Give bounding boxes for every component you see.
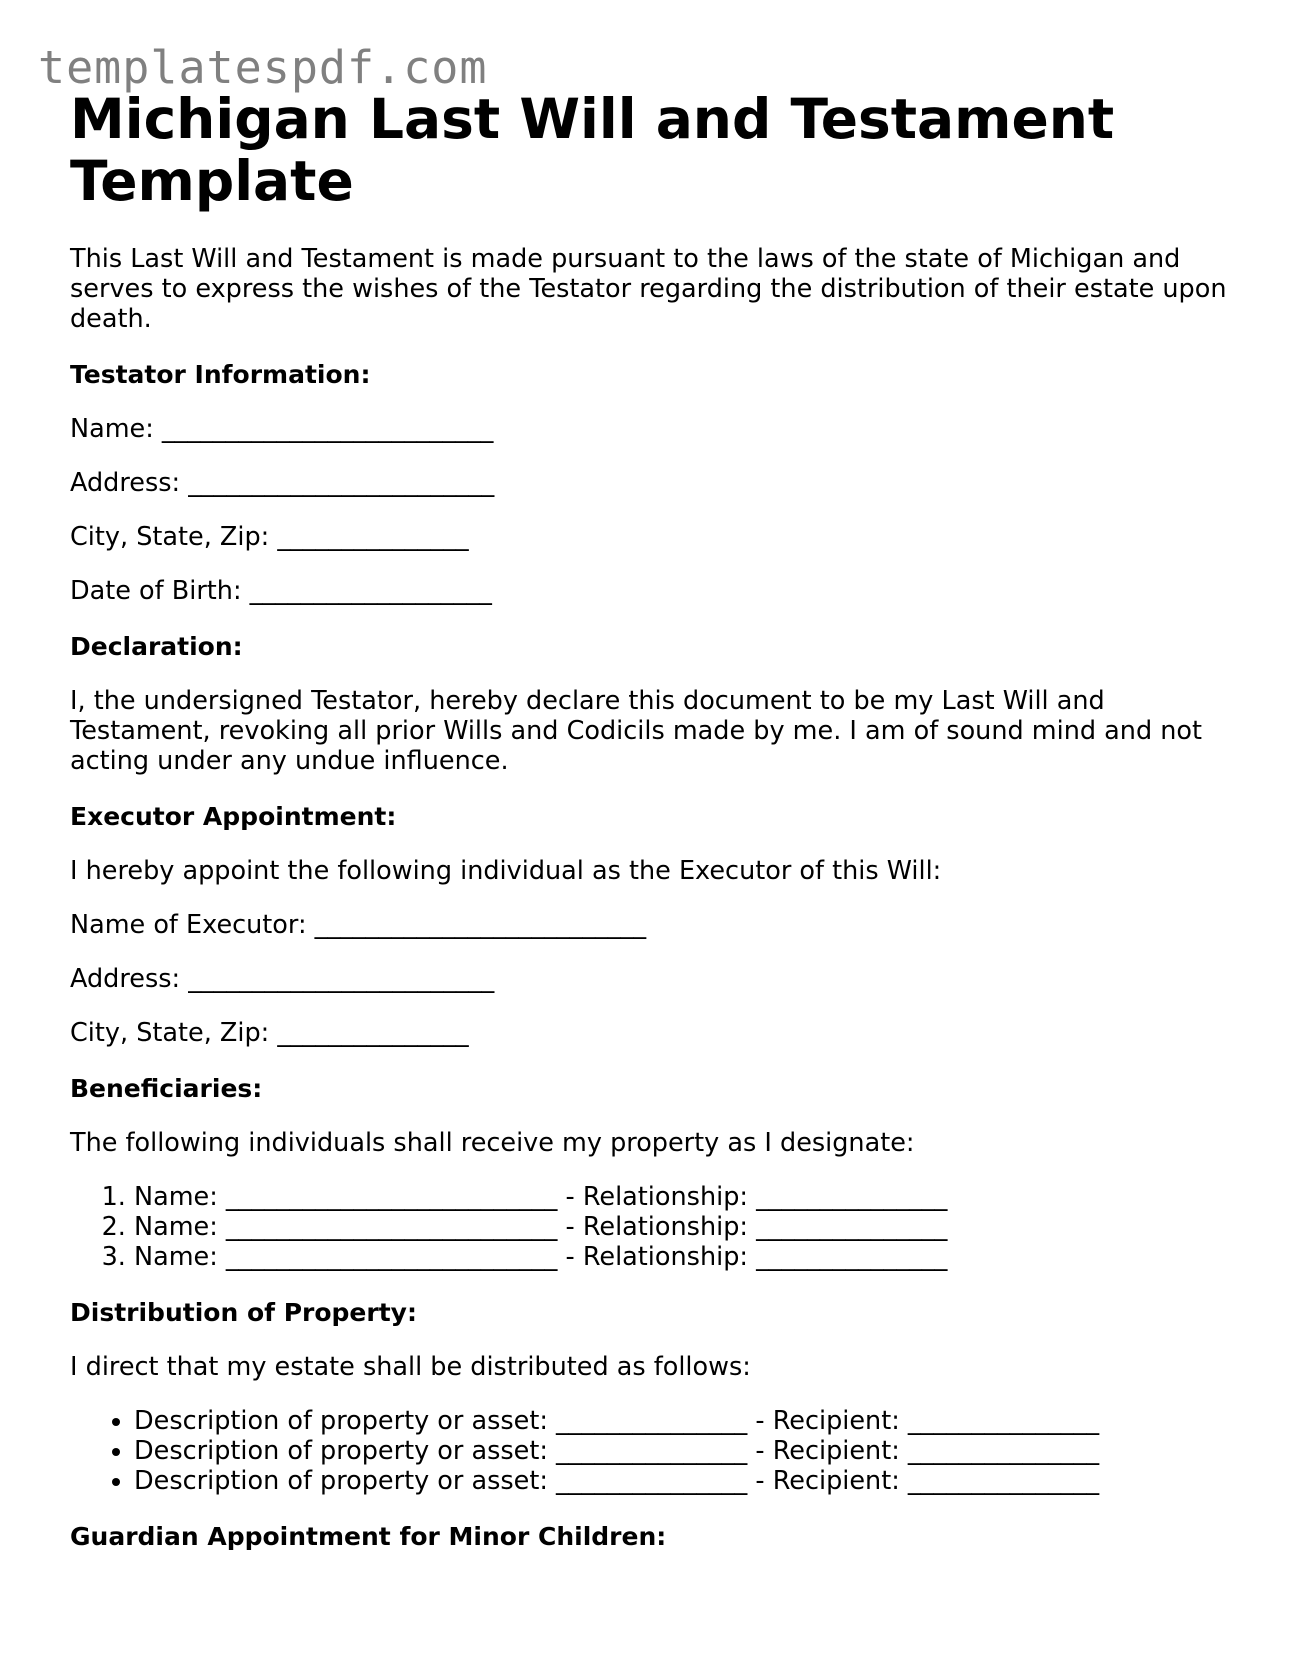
testator-city-state-zip-field[interactable]: City, State, Zip: _______________: [70, 522, 469, 552]
executor-text: I hereby appoint the following individual as the Executor of this Will:: [70, 856, 942, 886]
declaration-heading: Declaration:: [70, 632, 243, 661]
executor-heading: Executor Appointment:: [70, 802, 397, 831]
beneficiaries-heading: Beneficiaries:: [70, 1074, 263, 1103]
declaration-text: I, the undersigned Testator, hereby declare this document to be my Last Will and Testament, revoking all prior Wills and Codicils made by me. I am of sound mind and not acting under any undue influence.: [70, 686, 1203, 776]
testator-name-field[interactable]: Name: __________________________: [70, 414, 494, 444]
watermark: templatespdf.com: [38, 41, 488, 94]
document-page: [70, 88, 1230, 1552]
beneficiary-item[interactable]: 1. Name: __________________________ - Relationship: _______________: [134, 1182, 1230, 1212]
guardian-heading: Guardian Appointment for Minor Children:: [70, 1522, 667, 1551]
executor-name-field[interactable]: Name of Executor: __________________________: [70, 910, 647, 940]
distribution-item[interactable]: • Description of property or asset: _______________ - Recipient: _______________: [134, 1436, 1230, 1466]
distribution-list: [70, 1406, 1230, 1496]
distribution-heading: Distribution of Property:: [70, 1298, 417, 1327]
distribution-item[interactable]: • Description of property or asset: _______________ - Recipient: _______________: [134, 1406, 1230, 1436]
beneficiaries-list: [70, 1182, 1230, 1272]
distribution-text: I direct that my estate shall be distributed as follows:: [70, 1352, 751, 1382]
testator-address-field[interactable]: Address: ________________________: [70, 468, 495, 498]
executor-city-state-zip-field[interactable]: City, State, Zip: _______________: [70, 1018, 469, 1048]
intro-paragraph: This Last Will and Testament is made pursuant to the laws of the state of Michigan and serves to express the wishes of the Testator regarding the distribution of their estate upon death.: [70, 244, 1227, 334]
executor-address-field[interactable]: Address: ________________________: [70, 964, 495, 994]
testator-heading: Testator Information:: [70, 360, 371, 389]
testator-dob-field[interactable]: Date of Birth: ___________________: [70, 576, 492, 606]
beneficiary-item[interactable]: 2. Name: __________________________ - Relationship: _______________: [134, 1212, 1230, 1242]
beneficiaries-text: The following individuals shall receive my property as I designate:: [70, 1128, 915, 1158]
page-title: Michigan Last Will and Testament Template: [70, 87, 1115, 213]
distribution-item[interactable]: • Description of property or asset: _______________ - Recipient: _______________: [134, 1466, 1230, 1496]
beneficiary-item[interactable]: 3. Name: __________________________ - Relationship: _______________: [134, 1242, 1230, 1272]
